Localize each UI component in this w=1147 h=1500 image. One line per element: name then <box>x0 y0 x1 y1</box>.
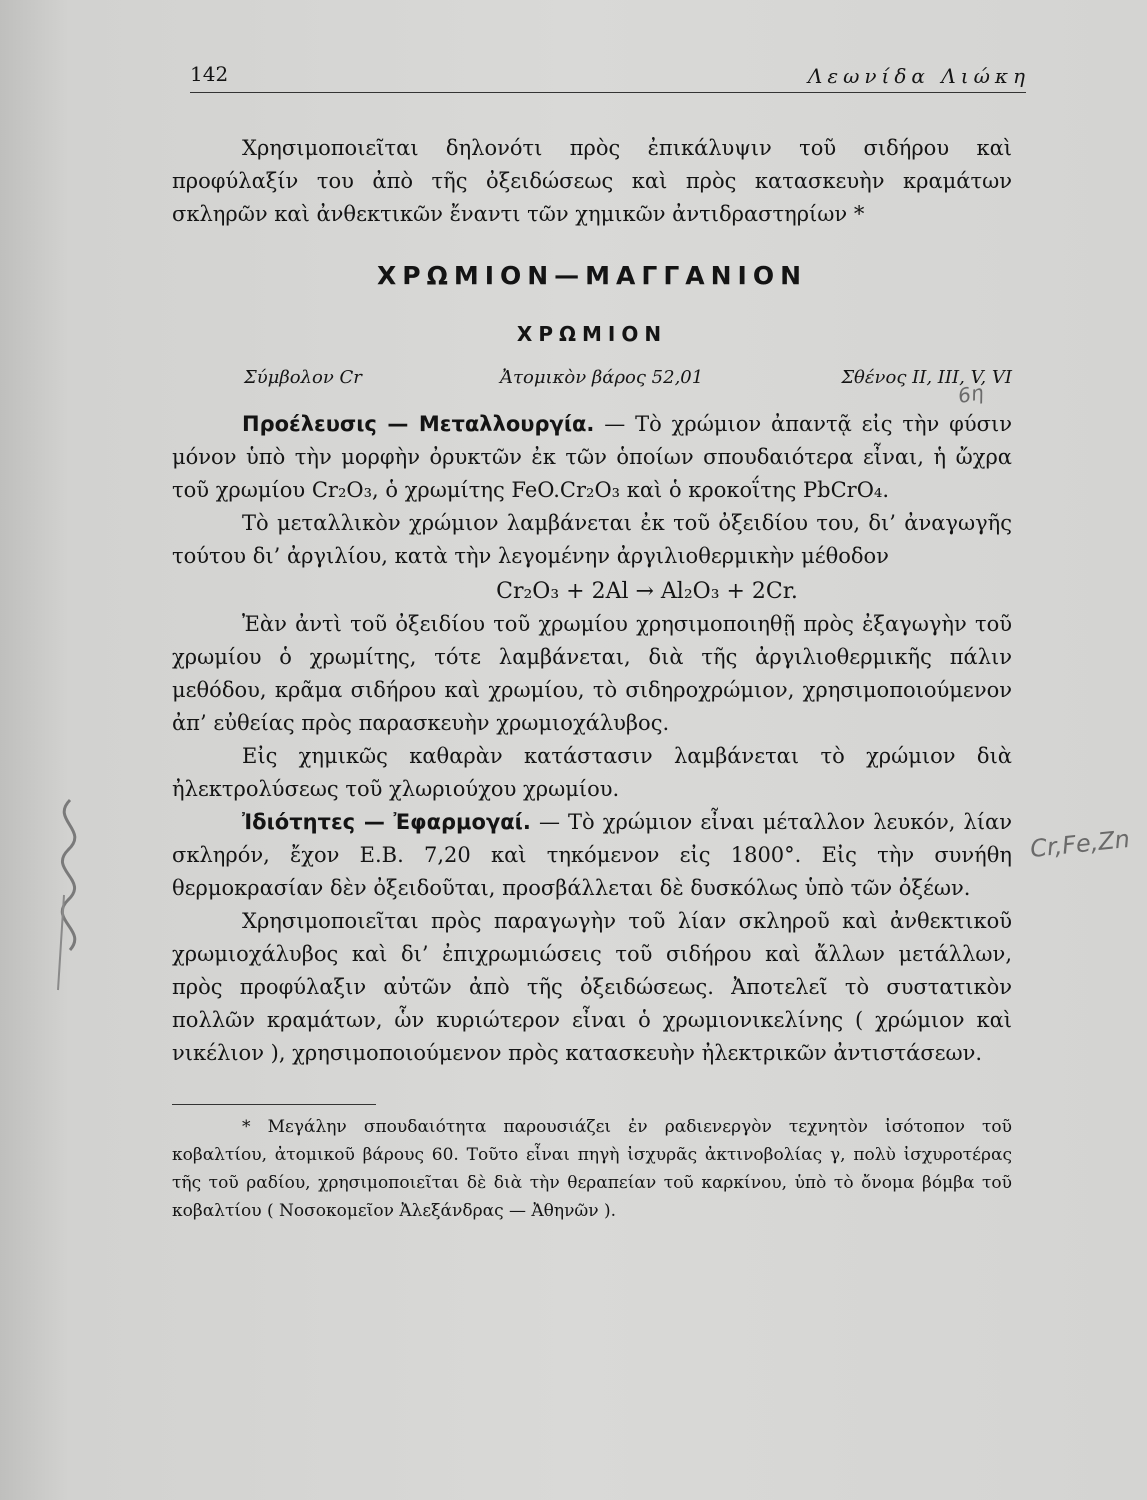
element-symbol: Σύμβολον Cr <box>244 367 362 388</box>
origin-paragraph-4: Εἰς χημικῶς καθαρὰν κατάστασιν λαμβάνεται τὸ χρώμιον διὰ ἠλεκτρολύσεως τοῦ χλωριούχου χρωμίου. <box>172 744 1012 801</box>
valence: Σθένος II, III, V, VI <box>841 367 1012 388</box>
origin-heading: Προέλευσις — Μεταλλουργία. <box>242 412 595 436</box>
atomic-weight: Ἀτομικὸν βάρος 52,01 <box>500 367 704 388</box>
page-number: 142 <box>190 62 229 86</box>
properties-paragraph-2: Χρησιμοποιεῖται πρὸς παραγωγὴν τοῦ λίαν σκληροῦ καὶ ἀνθεκτικοῦ χρωμιοχάλυβος καὶ δι’ ἐπιχρωμιώσεις τοῦ σιδήρου καὶ ἄλλων μετάλλων, πρὸς προφύλαξιν αὐτῶν ἀπὸ τῆς ὀξειδώσεως. Ἀποτελεῖ τὸ συστατικὸν πολλῶν κραμάτων, ὧν κυριώτερον εἶναι ὁ χρωμιονικελίνης ( χρώμιον καὶ νικέλιον ), χρησιμοποιούμενον πρὸς κατασκευὴν ἠλεκτρικῶν ἀντιστάσεων. <box>172 909 1012 1065</box>
margin-tick <box>40 890 80 1000</box>
chapter-title: ΧΡΩΜΙΟΝ—ΜΑΓΓΑΝΙΟΝ <box>376 261 808 290</box>
footnote-rule <box>172 1104 376 1105</box>
origin-paragraph-1 <box>172 408 1012 507</box>
origin-paragraph-2: Τὸ μεταλλικὸν χρώμιον λαμβάνεται ἐκ τοῦ ὀξειδίου του, δι’ ἀναγωγῆς τούτου δι’ ἀργιλίου, κατὰ τὴν λεγομένην ἀργιλιοθερμικὴν μέθοδον <box>172 511 1012 568</box>
footnote: * Μεγάλην σπουδαιότητα παρουσιάζει ἐν ραδιενεργὸν τεχνητὸν ἰσότοπον τοῦ κοβαλτίου, ἀτομικοῦ βάρους 60. Τοῦτο εἶναι πηγὴ ἰσχυρᾶς ἀκτινοβολίας γ, πολὺ ἰσχυροτέρας τῆς τοῦ ραδίου, χρησιμοποιεῖται δὲ διὰ τὴν θεραπείαν τοῦ καρκίνου, ὑπὸ τὸ ὄνομα βόμβα τοῦ κοβαλτίου ( Νοσοκομεῖον Ἀλεξάνδρας — Ἀθηνῶν ). <box>172 1117 1012 1221</box>
reaction-equation: Cr₂O₃ + 2Al → Al₂O₃ + 2Cr. <box>496 579 798 604</box>
section-title: ΧΡΩΜΙΟΝ <box>516 322 668 346</box>
page-body <box>172 132 1012 1225</box>
element-properties <box>244 361 1012 394</box>
running-author: Λεωνίδα Λιώκη <box>807 64 1030 88</box>
origin-text-1: — Τὸ χρώμιον ἀπαντᾷ εἰς τὴν φύσιν μόνον ὑπὸ τὴν μορφὴν ὀρυκτῶν ἐκ τῶν ὁποίων σπουδαιότερα εἶναι, ἡ ὤχρα τοῦ χρωμίου Cr₂O₃, ὁ χρωμίτης FeO.Cr₂O₃ καὶ ὁ κροκοΐτης PbCrO₄. <box>172 412 1012 502</box>
running-header <box>190 62 1030 88</box>
header-rule <box>190 92 1026 93</box>
properties-heading: Ἰδιότητες — Ἐφαρμογαί. <box>242 810 531 834</box>
margin-note-right: Cr,Fe,Zn <box>1028 824 1132 864</box>
intro-paragraph: Χρησιμοποιεῖται δηλονότι πρὸς ἐπικάλυψιν τοῦ σιδήρου καὶ προφύλαξίν του ἀπὸ τῆς ὀξειδώσεως καὶ πρὸς κατασκευὴν κραμάτων σκληρῶν καὶ ἀνθεκτικῶν ἔναντι τῶν χημικῶν ἀντιδραστηρίων * <box>172 136 1012 226</box>
properties-paragraph-1 <box>172 806 1012 905</box>
margin-note-top-right: 6η <box>956 379 986 409</box>
properties-text-1: — Τὸ χρώμιον εἶναι μέταλλον λευκόν, λίαν σκληρόν, ἔχον Ε.Β. 7,20 καὶ τηκόμενον εἰς 1800°. Εἰς τὴν συνήθη θερμοκρασίαν δὲν ὀξειδοῦται, προσβάλλεται δὲ δυσκόλως ὑπὸ τῶν ὀξέων. <box>172 810 1012 900</box>
origin-paragraph-3: Ἐὰν ἀντὶ τοῦ ὀξειδίου τοῦ χρωμίου χρησιμοποιηθῇ πρὸς ἐξαγωγὴν τοῦ χρωμίου ὁ χρωμίτης, τότε λαμβάνεται, διὰ τῆς ἀργιλιοθερμικῆς πάλιν μεθόδου, κρᾶμα σιδήρου καὶ χρωμίου, τὸ σιδηροχρώμιον, χρησιμοποιούμενον ἀπ’ εὐθείας πρὸς παρασκευὴν χρωμιοχάλυβος. <box>172 612 1012 735</box>
